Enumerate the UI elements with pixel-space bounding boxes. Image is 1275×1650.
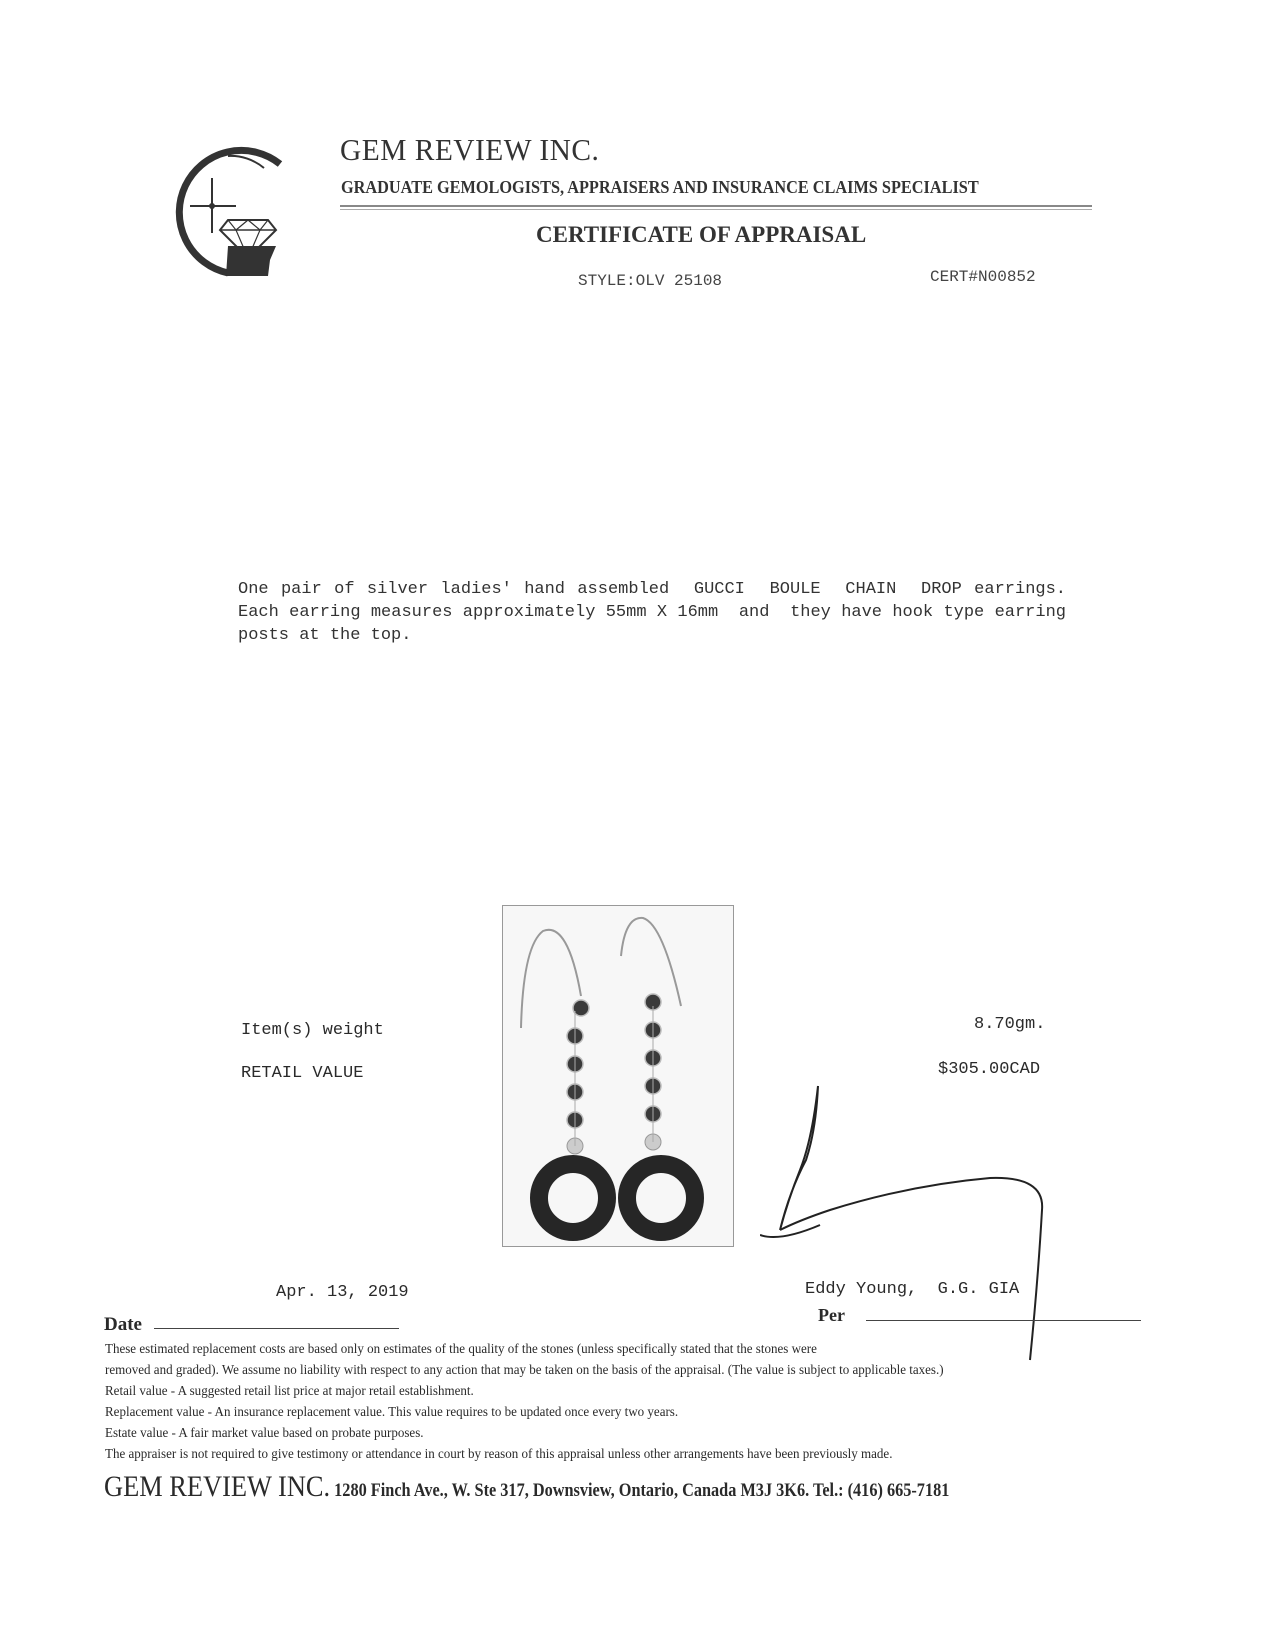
retail-value-label: RETAIL VALUE [241, 1064, 364, 1083]
header-divider-thin [340, 209, 1092, 210]
disclaimer-line: These estimated replacement costs are based only on estimates of the quality of the stones (unless specifically stated that the stones were [105, 1342, 817, 1357]
style-number: STYLE:OLV 25108 [578, 272, 723, 290]
earrings-photo [502, 905, 734, 1247]
weight-label: Item(s) weight [241, 1021, 384, 1040]
date-line [154, 1328, 399, 1329]
company-name: GEM REVIEW INC. [340, 132, 600, 167]
item-description: One pair of silver ladies' hand assembled GUCCI BOULE CHAIN DROP earrings. Each earring measures approximately 55mm X 16mm and they have hook type earring posts at the top. [238, 580, 1077, 645]
appraiser-signature [760, 1060, 1120, 1370]
certificate-number: CERT#N00852 [930, 268, 1036, 286]
per-signature-line [866, 1320, 1141, 1321]
date-label: Date [104, 1314, 142, 1335]
disclaimer-block [105, 1339, 1195, 1465]
diamond-star-logo-icon [168, 138, 298, 278]
weight-value: 8.70gm. [974, 1015, 1046, 1034]
appraiser-name: Eddy Young, G.G. GIA [805, 1280, 1020, 1299]
disclaimer-line: Replacement value - An insurance replacement value. This value requires to be updated once every two years. [105, 1405, 679, 1420]
retail-value-amount: $305.00CAD [938, 1060, 1041, 1079]
footer-company-name: GEM REVIEW INC. [104, 1470, 331, 1503]
date-value: Apr. 13, 2019 [276, 1283, 409, 1302]
company-tagline: GRADUATE GEMOLOGISTS, APPRAISERS AND INSURANCE CLAIMS SPECIALIST [341, 177, 979, 197]
header-divider [340, 205, 1092, 207]
document-title: CERTIFICATE OF APPRAISAL [536, 222, 867, 247]
footer-address: 1280 Finch Ave., W. Ste 317, Downsview, Ontario, Canada M3J 3K6. Tel.: (416) 665-7181 [330, 1481, 950, 1501]
footer [104, 1470, 949, 1504]
disclaimer-line: Retail value - A suggested retail list price at major retail establishment. [105, 1384, 474, 1399]
disclaimer-line: The appraiser is not required to give testimony or attendance in court by reason of this appraisal unless other arrangements have been previously made. [105, 1447, 893, 1462]
disclaimer-line: Estate value - A fair market value based on probate purposes. [105, 1426, 424, 1441]
per-label: Per [818, 1305, 845, 1325]
disclaimer-line: removed and graded). We assume no liability with respect to any action that may be taken on the basis of the appraisal. (The value is subject to applicable taxes.) [105, 1363, 944, 1378]
